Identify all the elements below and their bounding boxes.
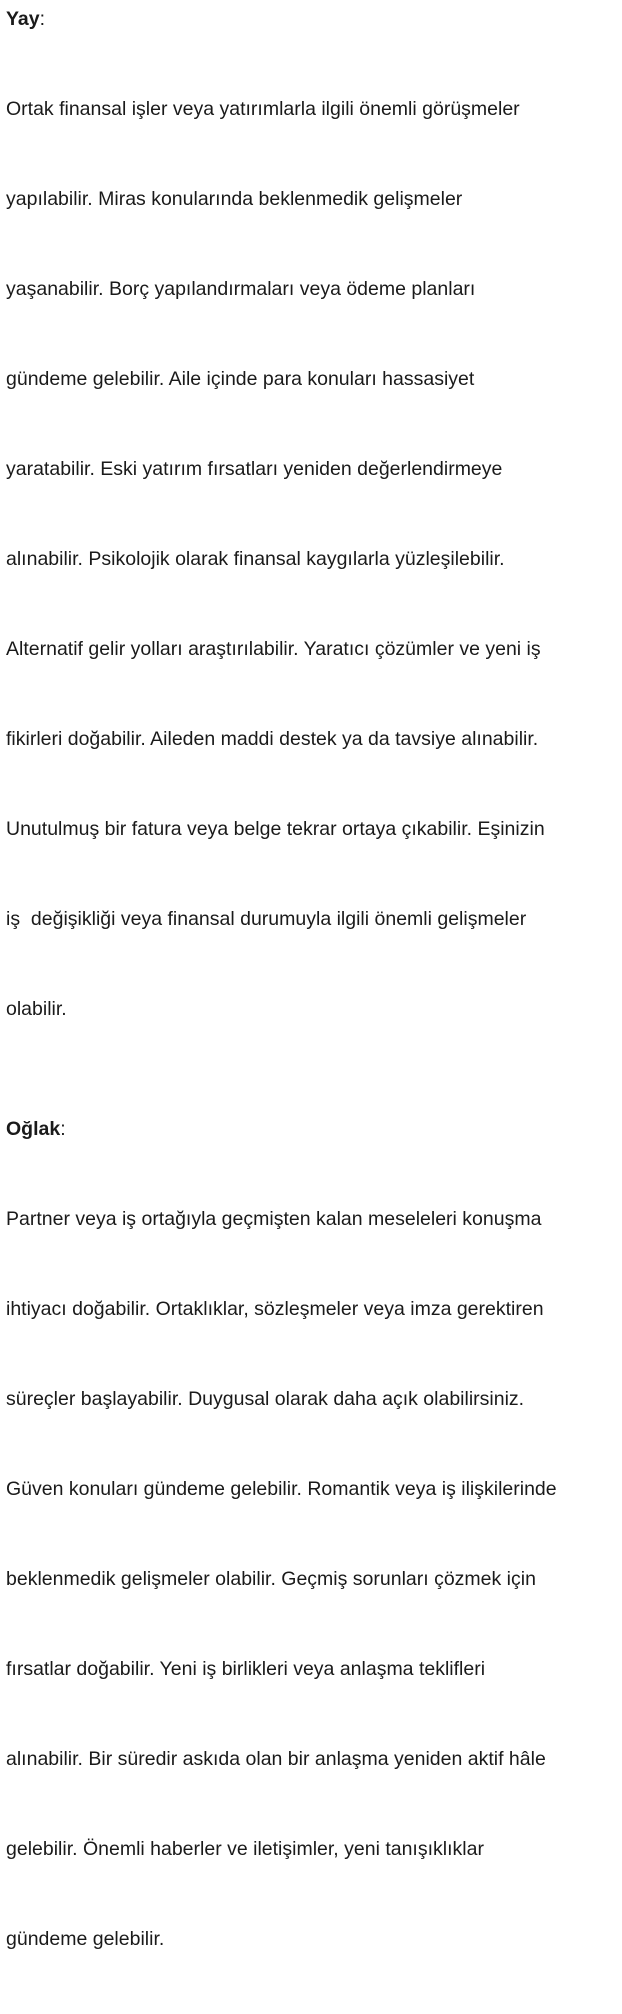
paragraph-line: Alternatif gelir yolları araştırılabilir. Yaratıcı çözümler ve yeni iş [6, 638, 541, 660]
horoscope-document [6, 4, 618, 2014]
paragraph-line: yaratabilir. Eski yatırım fırsatları yeniden değerlendirmeye [6, 458, 503, 480]
paragraph-line: beklenmedik gelişmeler olabilir. Geçmiş sorunları çözmek için [6, 1568, 536, 1590]
paragraph-line: süreçler başlayabilir. Duygusal olarak daha açık olabilirsiniz. [6, 1388, 525, 1410]
paragraph-line: alınabilir. Bir süredir askıda olan bir anlaşma yeniden aktif hâle [6, 1748, 546, 1770]
section-heading [6, 1114, 618, 1144]
paragraph-line: gelebilir. Önemli haberler ve iletişimler, yeni tanışıklıklar [6, 1838, 484, 1860]
section-oglak [6, 1114, 618, 2014]
section-spacer [6, 1084, 618, 1114]
paragraph-line: Ortak finansal işler veya yatırımlarla ilgili önemli görüşmeler [6, 98, 520, 120]
heading-colon: : [60, 1118, 66, 1140]
paragraph-line: olabilir. [6, 998, 67, 1020]
paragraph-line: yapılabilir. Miras konularında beklenmedik gelişmeler [6, 188, 463, 210]
paragraph-line: iş değişikliği veya finansal durumuyla ilgili önemli gelişmeler [6, 908, 527, 930]
paragraph-line: Güven konuları gündeme gelebilir. Romantik veya iş ilişkilerinde [6, 1478, 557, 1500]
paragraph-line: gündeme gelebilir. Aile içinde para konuları hassasiyet [6, 368, 475, 390]
sign-name: Oğlak [6, 1118, 61, 1140]
paragraph-line: Unutulmuş bir fatura veya belge tekrar ortaya çıkabilir. Eşinizin [6, 818, 545, 840]
paragraph-line: yaşanabilir. Borç yapılandırmaları veya ödeme planları [6, 278, 476, 300]
paragraph-line: alınabilir. Psikolojik olarak finansal kaygılarla yüzleşilebilir. [6, 548, 505, 570]
heading-colon: : [39, 8, 46, 30]
section-heading [6, 4, 618, 34]
section-paragraph [6, 1144, 618, 2014]
paragraph-line: gündeme gelebilir. [6, 1928, 165, 1950]
paragraph-line: ihtiyacı doğabilir. Ortaklıklar, sözleşmeler veya imza gerektiren [6, 1298, 544, 1320]
paragraph-line: fikirleri doğabilir. Aileden maddi destek ya da tavsiye alınabilir. [6, 728, 539, 750]
section-yay [6, 4, 618, 1084]
section-paragraph [6, 34, 618, 1084]
paragraph-line: Partner veya iş ortağıyla geçmişten kalan meseleleri konuşma [6, 1208, 542, 1230]
sign-name: Yay [6, 8, 40, 30]
paragraph-line: fırsatlar doğabilir. Yeni iş birlikleri veya anlaşma teklifleri [6, 1658, 486, 1680]
